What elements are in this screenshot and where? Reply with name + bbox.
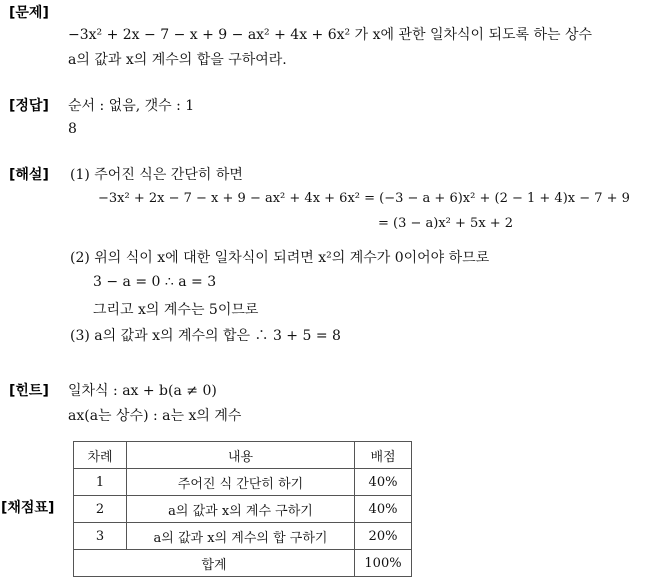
solution-step2-note: 그리고 x의 계수는 5이므로 <box>93 302 259 318</box>
rubric-row-points: 20% <box>355 523 412 550</box>
hint-line-1: 일차식 : ax + b(a ≠ 0) <box>68 383 217 399</box>
table-row <box>74 496 412 523</box>
rubric-row-content: a의 값과 x의 계수 구하기 <box>127 496 355 523</box>
answer-label: [정답] <box>9 98 49 114</box>
rubric-row-content: a의 값과 x의 계수의 합 구하기 <box>127 523 355 550</box>
rubric-total-label: 합계 <box>74 550 355 577</box>
answer-line-1: 순서 : 없음, 갯수 : 1 <box>68 98 195 114</box>
problem-line-2: a의 값과 x의 계수의 합을 구하여라. <box>68 52 287 68</box>
rubric-row-points: 40% <box>355 496 412 523</box>
rubric-total-value: 100% <box>355 550 412 577</box>
solution-step3: (3) a의 값과 x의 계수의 합은 ∴ 3 + 5 = 8 <box>70 328 341 344</box>
solution-equation-line-2: = (3 − a)x² + 5x + 2 <box>378 216 514 231</box>
rubric-table <box>73 441 412 577</box>
problem-line-1: −3x² + 2x − 7 − x + 9 − ax² + 4x + 6x² 가 x에 관한 일차식이 되도록 하는 상수 <box>68 27 593 43</box>
rubric-header-content: 내용 <box>127 442 355 469</box>
rubric-total-row <box>74 550 412 577</box>
rubric-row-order: 1 <box>74 469 127 496</box>
hint-line-2: ax(a는 상수) : a는 x의 계수 <box>68 408 242 424</box>
hint-label: [힌트] <box>9 383 49 399</box>
rubric-row-order: 2 <box>74 496 127 523</box>
solution-label: [해설] <box>9 167 49 183</box>
rubric-row-order: 3 <box>74 523 127 550</box>
table-row <box>74 523 412 550</box>
solution-step2-equation: 3 − a = 0 ∴ a = 3 <box>93 274 217 290</box>
solution-equation-line-1: −3x² + 2x − 7 − x + 9 − ax² + 4x + 6x² = (−3 − a + 6)x² + (2 − 1 + 4)x − 7 + 9 <box>98 191 630 206</box>
solution-step2-intro: (2) 위의 식이 x에 대한 일차식이 되려면 x²의 계수가 0이어야 하므로 <box>70 250 490 266</box>
rubric-header-row <box>74 442 412 469</box>
rubric-label: [채점표] <box>1 500 55 516</box>
rubric-header-order: 차례 <box>74 442 127 469</box>
answer-line-2: 8 <box>68 121 77 137</box>
rubric-row-points: 40% <box>355 469 412 496</box>
solution-step1-intro: (1) 주어진 식은 간단히 하면 <box>70 167 243 183</box>
rubric-header-points: 배점 <box>355 442 412 469</box>
problem-label: [문제] <box>9 5 49 21</box>
table-row <box>74 469 412 496</box>
rubric-row-content: 주어진 식 간단히 하기 <box>127 469 355 496</box>
